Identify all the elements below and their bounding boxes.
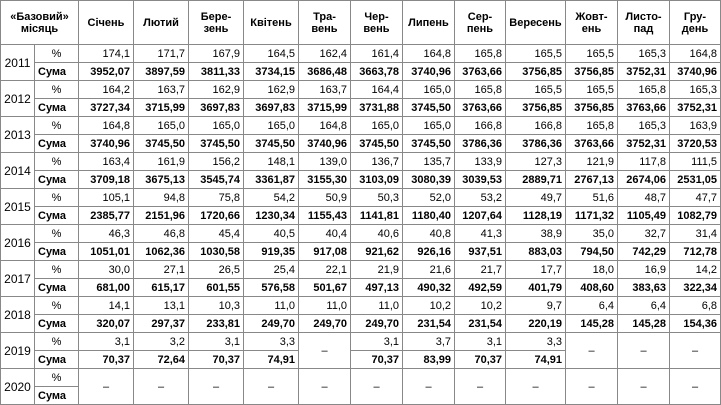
sum-cell: 3745,50	[189, 135, 244, 153]
pct-cell: 21,9	[351, 261, 403, 279]
pct-cell: 166,8	[506, 117, 566, 135]
sum-label: Сума	[35, 207, 79, 225]
sum-cell: 383,63	[618, 279, 670, 297]
sum-cell: 3715,99	[134, 99, 189, 117]
table-row-pct	[1, 45, 721, 63]
pct-cell: 127,3	[506, 153, 566, 171]
sum-cell: 145,28	[618, 315, 670, 333]
sum-cell: 297,37	[134, 315, 189, 333]
sum-cell: 1207,64	[455, 207, 506, 225]
sum-cell: 3686,48	[299, 63, 351, 81]
pct-cell: 165,5	[506, 81, 566, 99]
pct-cell: 165,0	[351, 117, 403, 135]
pct-cell: 163,7	[134, 81, 189, 99]
sum-cell: 3697,83	[244, 99, 299, 117]
sum-label: Сума	[35, 99, 79, 117]
sum-cell: 919,35	[244, 243, 299, 261]
pct-cell: 165,3	[618, 45, 670, 63]
pct-cell: 40,8	[403, 225, 455, 243]
sum-label: Сума	[35, 135, 79, 153]
sum-cell: 70,37	[79, 351, 134, 369]
pct-cell: 38,9	[506, 225, 566, 243]
sum-cell: 937,51	[455, 243, 506, 261]
sum-cell: 1720,66	[189, 207, 244, 225]
pct-cell: 14,1	[79, 297, 134, 315]
pct-cell: 9,7	[506, 297, 566, 315]
sum-cell: 3103,09	[351, 171, 403, 189]
table-row-pct	[1, 225, 721, 243]
pct-cell: 11,0	[244, 297, 299, 315]
pct-cell: 121,9	[566, 153, 618, 171]
pct-cell: 50,9	[299, 189, 351, 207]
sum-cell: 3740,96	[79, 135, 134, 153]
sum-cell: 231,54	[455, 315, 506, 333]
table-row-pct	[1, 81, 721, 99]
pct-cell: 26,5	[189, 261, 244, 279]
sum-cell: 1155,43	[299, 207, 351, 225]
sum-cell: 1051,01	[79, 243, 134, 261]
sum-label: Сума	[35, 387, 79, 405]
sum-cell: 3745,50	[134, 135, 189, 153]
sum-cell: 497,13	[351, 279, 403, 297]
sum-cell: 492,59	[455, 279, 506, 297]
pct-cell: 164,4	[351, 81, 403, 99]
pct-cell: 18,0	[566, 261, 618, 279]
pct-cell: 35,0	[566, 225, 618, 243]
sum-cell: 3756,85	[506, 99, 566, 117]
pct-cell: 46,3	[79, 225, 134, 243]
sum-cell: 3756,85	[566, 63, 618, 81]
pct-cell: 10,3	[189, 297, 244, 315]
sum-cell: 3756,85	[506, 63, 566, 81]
empty-cell: –	[506, 369, 566, 405]
sum-cell: 72,64	[134, 351, 189, 369]
sum-cell: 2889,71	[506, 171, 566, 189]
year-cell: 2018	[1, 297, 35, 333]
year-cell: 2014	[1, 153, 35, 189]
sum-cell: 320,07	[79, 315, 134, 333]
pct-cell: 10,2	[403, 297, 455, 315]
sum-cell: 154,36	[670, 315, 721, 333]
pct-cell: 6,8	[670, 297, 721, 315]
sum-label: Сума	[35, 315, 79, 333]
pct-cell: 52,0	[403, 189, 455, 207]
pct-cell: 133,9	[455, 153, 506, 171]
sum-cell: 3952,07	[79, 63, 134, 81]
empty-cell: –	[566, 369, 618, 405]
empty-cell: –	[403, 369, 455, 405]
sum-cell: 1105,49	[618, 207, 670, 225]
pct-cell: 165,8	[566, 117, 618, 135]
sum-cell: 1062,36	[134, 243, 189, 261]
pct-cell: 165,3	[618, 117, 670, 135]
table-row-pct	[1, 297, 721, 315]
pct-cell: 163,7	[299, 81, 351, 99]
pct-label: %	[35, 333, 79, 351]
sum-cell: 3545,74	[189, 171, 244, 189]
pct-cell: 11,0	[299, 297, 351, 315]
sum-cell: 794,50	[566, 243, 618, 261]
sum-cell: 220,19	[506, 315, 566, 333]
pct-cell: 136,7	[351, 153, 403, 171]
table-row-pct	[1, 261, 721, 279]
pct-cell: 13,1	[134, 297, 189, 315]
pct-cell: 148,1	[244, 153, 299, 171]
sum-cell: 401,79	[506, 279, 566, 297]
empty-cell: –	[618, 369, 670, 405]
table-row-pct	[1, 153, 721, 171]
sum-label: Сума	[35, 171, 79, 189]
pct-cell: 40,4	[299, 225, 351, 243]
pct-cell: 22,1	[299, 261, 351, 279]
sum-cell: 3745,50	[403, 135, 455, 153]
pct-label: %	[35, 261, 79, 279]
sum-cell: 3361,87	[244, 171, 299, 189]
sum-label: Сума	[35, 279, 79, 297]
empty-cell: –	[189, 369, 244, 405]
sum-cell: 3740,96	[299, 135, 351, 153]
pct-label: %	[35, 45, 79, 63]
sum-cell: 1230,34	[244, 207, 299, 225]
sum-cell: 1180,40	[403, 207, 455, 225]
sum-cell: 3727,34	[79, 99, 134, 117]
sum-cell: 3763,66	[566, 135, 618, 153]
pct-cell: 54,2	[244, 189, 299, 207]
sum-cell: 1171,32	[566, 207, 618, 225]
sum-cell: 3734,15	[244, 63, 299, 81]
sum-cell: 3763,66	[455, 99, 506, 117]
sum-cell: 1128,19	[506, 207, 566, 225]
sum-cell: 249,70	[244, 315, 299, 333]
sum-cell: 3752,31	[618, 63, 670, 81]
pct-cell: 47,7	[670, 189, 721, 207]
sum-cell: 3740,96	[670, 63, 721, 81]
month-header: Вересень	[506, 1, 566, 45]
pct-cell: 166,8	[455, 117, 506, 135]
sum-cell: 3811,33	[189, 63, 244, 81]
sum-cell: 233,81	[189, 315, 244, 333]
month-header: Квітень	[244, 1, 299, 45]
pct-cell: 3,2	[134, 333, 189, 351]
pct-cell: 164,8	[299, 117, 351, 135]
pct-cell: 75,8	[189, 189, 244, 207]
pct-cell: 94,8	[134, 189, 189, 207]
sum-cell: 70,37	[189, 351, 244, 369]
pct-cell: 45,4	[189, 225, 244, 243]
sum-cell: 1030,58	[189, 243, 244, 261]
sum-cell: 2531,05	[670, 171, 721, 189]
sum-cell: 3675,13	[134, 171, 189, 189]
pct-cell: 161,9	[134, 153, 189, 171]
year-cell: 2011	[1, 45, 35, 81]
sum-cell: 490,32	[403, 279, 455, 297]
pct-cell: 105,1	[79, 189, 134, 207]
sum-cell: 2385,77	[79, 207, 134, 225]
pct-cell: 139,0	[299, 153, 351, 171]
pct-cell: 164,8	[670, 45, 721, 63]
sum-cell: 601,55	[189, 279, 244, 297]
table-row-pct	[1, 333, 721, 351]
sum-cell: 145,28	[566, 315, 618, 333]
pct-cell: 161,4	[351, 45, 403, 63]
empty-cell: –	[455, 369, 506, 405]
pct-cell: 164,8	[403, 45, 455, 63]
pct-cell: 16,9	[618, 261, 670, 279]
pct-cell: 3,3	[244, 333, 299, 351]
pct-cell: 165,5	[566, 81, 618, 99]
pct-cell: 6,4	[618, 297, 670, 315]
sum-label: Сума	[35, 63, 79, 81]
pct-cell: 165,8	[455, 45, 506, 63]
table-row-sum	[1, 99, 721, 117]
pct-cell: 49,7	[506, 189, 566, 207]
pct-cell: 165,0	[244, 117, 299, 135]
pct-cell: 165,0	[403, 81, 455, 99]
month-header: Чер- вень	[351, 1, 403, 45]
pct-cell: 41,3	[455, 225, 506, 243]
sum-cell: 681,00	[79, 279, 134, 297]
table-row-sum	[1, 207, 721, 225]
table-row-sum	[1, 279, 721, 297]
pct-cell: 27,1	[134, 261, 189, 279]
sum-cell: 3763,66	[618, 99, 670, 117]
pct-label: %	[35, 189, 79, 207]
pct-cell: 163,4	[79, 153, 134, 171]
year-cell: 2016	[1, 225, 35, 261]
pct-cell: 40,6	[351, 225, 403, 243]
pct-cell: 53,2	[455, 189, 506, 207]
sum-cell: 2151,96	[134, 207, 189, 225]
pct-cell: 14,2	[670, 261, 721, 279]
pct-cell: 135,7	[403, 153, 455, 171]
sum-cell: 926,16	[403, 243, 455, 261]
sum-cell: 576,58	[244, 279, 299, 297]
pct-cell: 164,8	[79, 117, 134, 135]
month-header: Липень	[403, 1, 455, 45]
pct-label: %	[35, 297, 79, 315]
pct-cell: 165,0	[189, 117, 244, 135]
pct-cell: 6,4	[566, 297, 618, 315]
sum-cell: 74,91	[506, 351, 566, 369]
sum-cell: 3715,99	[299, 99, 351, 117]
sum-cell: 3663,78	[351, 63, 403, 81]
sum-cell: 3752,31	[670, 99, 721, 117]
pct-cell: 50,3	[351, 189, 403, 207]
month-header: Жовт- ень	[566, 1, 618, 45]
sum-cell: 3745,50	[403, 99, 455, 117]
sum-cell: 3756,85	[566, 99, 618, 117]
pct-cell: 165,8	[455, 81, 506, 99]
pct-cell: 21,7	[455, 261, 506, 279]
pct-cell: 164,2	[79, 81, 134, 99]
pct-cell: 162,9	[244, 81, 299, 99]
sum-cell: 3731,88	[351, 99, 403, 117]
sum-cell: 3155,30	[299, 171, 351, 189]
pct-cell: 46,8	[134, 225, 189, 243]
pct-cell: 3,1	[79, 333, 134, 351]
sum-cell: 83,99	[403, 351, 455, 369]
month-header: Лютий	[134, 1, 189, 45]
year-cell: 2017	[1, 261, 35, 297]
month-header: Бере- зень	[189, 1, 244, 45]
empty-cell: –	[566, 333, 618, 369]
pct-cell: 165,3	[670, 81, 721, 99]
sum-cell: 501,67	[299, 279, 351, 297]
pct-cell: 48,7	[618, 189, 670, 207]
sum-cell: 3752,31	[618, 135, 670, 153]
pct-cell: 163,9	[670, 117, 721, 135]
month-header: Сер- пень	[455, 1, 506, 45]
month-header: Тра- вень	[299, 1, 351, 45]
empty-cell: –	[670, 333, 721, 369]
empty-cell: –	[618, 333, 670, 369]
sum-cell: 3080,39	[403, 171, 455, 189]
empty-cell: –	[351, 369, 403, 405]
pct-cell: 3,1	[455, 333, 506, 351]
table-row-sum	[1, 315, 721, 333]
sum-cell: 1141,81	[351, 207, 403, 225]
sum-cell: 408,60	[566, 279, 618, 297]
pct-cell: 25,4	[244, 261, 299, 279]
pct-cell: 162,4	[299, 45, 351, 63]
sum-cell: 2674,06	[618, 171, 670, 189]
header-row	[1, 1, 721, 45]
pct-cell: 165,0	[403, 117, 455, 135]
pct-label: %	[35, 81, 79, 99]
pct-cell: 165,5	[566, 45, 618, 63]
sum-cell: 249,70	[299, 315, 351, 333]
sum-cell: 742,29	[618, 243, 670, 261]
empty-cell: –	[244, 369, 299, 405]
empty-cell: –	[299, 369, 351, 405]
pct-cell: 111,5	[670, 153, 721, 171]
sum-cell: 70,37	[455, 351, 506, 369]
sum-cell: 3745,50	[351, 135, 403, 153]
pct-label: %	[35, 153, 79, 171]
pct-cell: 21,6	[403, 261, 455, 279]
year-cell: 2012	[1, 81, 35, 117]
sum-cell: 249,70	[351, 315, 403, 333]
sum-cell: 3740,96	[403, 63, 455, 81]
table-row-sum	[1, 243, 721, 261]
table-row-sum	[1, 63, 721, 81]
sum-label: Сума	[35, 243, 79, 261]
pct-cell: 51,6	[566, 189, 618, 207]
pct-cell: 17,7	[506, 261, 566, 279]
year-cell: 2015	[1, 189, 35, 225]
sum-cell: 70,37	[351, 351, 403, 369]
table-row-sum	[1, 171, 721, 189]
month-header: Листо- пад	[618, 1, 670, 45]
year-cell: 2013	[1, 117, 35, 153]
pct-cell: 164,5	[244, 45, 299, 63]
year-cell: 2020	[1, 369, 35, 405]
base-month-header: «Базовий» місяць	[1, 1, 79, 45]
sum-cell: 3763,66	[455, 63, 506, 81]
empty-cell: –	[299, 333, 351, 369]
year-cell: 2019	[1, 333, 35, 369]
sum-label: Сума	[35, 351, 79, 369]
sum-cell: 1082,79	[670, 207, 721, 225]
pct-cell: 10,2	[455, 297, 506, 315]
table-row-pct	[1, 189, 721, 207]
table-row-pct	[1, 369, 721, 387]
sum-cell: 74,91	[244, 351, 299, 369]
sum-cell: 231,54	[403, 315, 455, 333]
sum-cell: 3697,83	[189, 99, 244, 117]
table-row-sum	[1, 135, 721, 153]
sum-cell: 322,34	[670, 279, 721, 297]
pct-cell: 171,7	[134, 45, 189, 63]
sum-cell: 3039,53	[455, 171, 506, 189]
sum-cell: 3720,53	[670, 135, 721, 153]
sum-cell: 3745,50	[244, 135, 299, 153]
pct-cell: 165,5	[506, 45, 566, 63]
pct-cell: 3,1	[189, 333, 244, 351]
pct-cell: 117,8	[618, 153, 670, 171]
sum-cell: 917,08	[299, 243, 351, 261]
sum-cell: 3897,59	[134, 63, 189, 81]
pct-cell: 167,9	[189, 45, 244, 63]
pct-cell: 3,7	[403, 333, 455, 351]
sum-cell: 712,78	[670, 243, 721, 261]
pct-cell: 165,8	[618, 81, 670, 99]
table-body	[1, 45, 721, 405]
sum-cell: 3786,36	[506, 135, 566, 153]
sum-cell: 2767,13	[566, 171, 618, 189]
sum-cell: 921,62	[351, 243, 403, 261]
pct-cell: 156,2	[189, 153, 244, 171]
empty-cell: –	[134, 369, 189, 405]
table-row-pct	[1, 117, 721, 135]
pct-cell: 11,0	[351, 297, 403, 315]
pct-label: %	[35, 117, 79, 135]
pct-cell: 3,3	[506, 333, 566, 351]
pct-cell: 3,1	[351, 333, 403, 351]
pct-label: %	[35, 369, 79, 387]
pct-cell: 30,0	[79, 261, 134, 279]
month-header: Січень	[79, 1, 134, 45]
pct-label: %	[35, 225, 79, 243]
sum-cell: 883,03	[506, 243, 566, 261]
empty-cell: –	[670, 369, 721, 405]
pct-cell: 31,4	[670, 225, 721, 243]
month-header: Гру- день	[670, 1, 721, 45]
pct-cell: 174,1	[79, 45, 134, 63]
empty-cell: –	[79, 369, 134, 405]
pct-cell: 162,9	[189, 81, 244, 99]
sum-cell: 3786,36	[455, 135, 506, 153]
sum-cell: 615,17	[134, 279, 189, 297]
sum-cell: 3709,18	[79, 171, 134, 189]
pct-cell: 32,7	[618, 225, 670, 243]
pct-cell: 40,5	[244, 225, 299, 243]
pct-cell: 165,0	[134, 117, 189, 135]
